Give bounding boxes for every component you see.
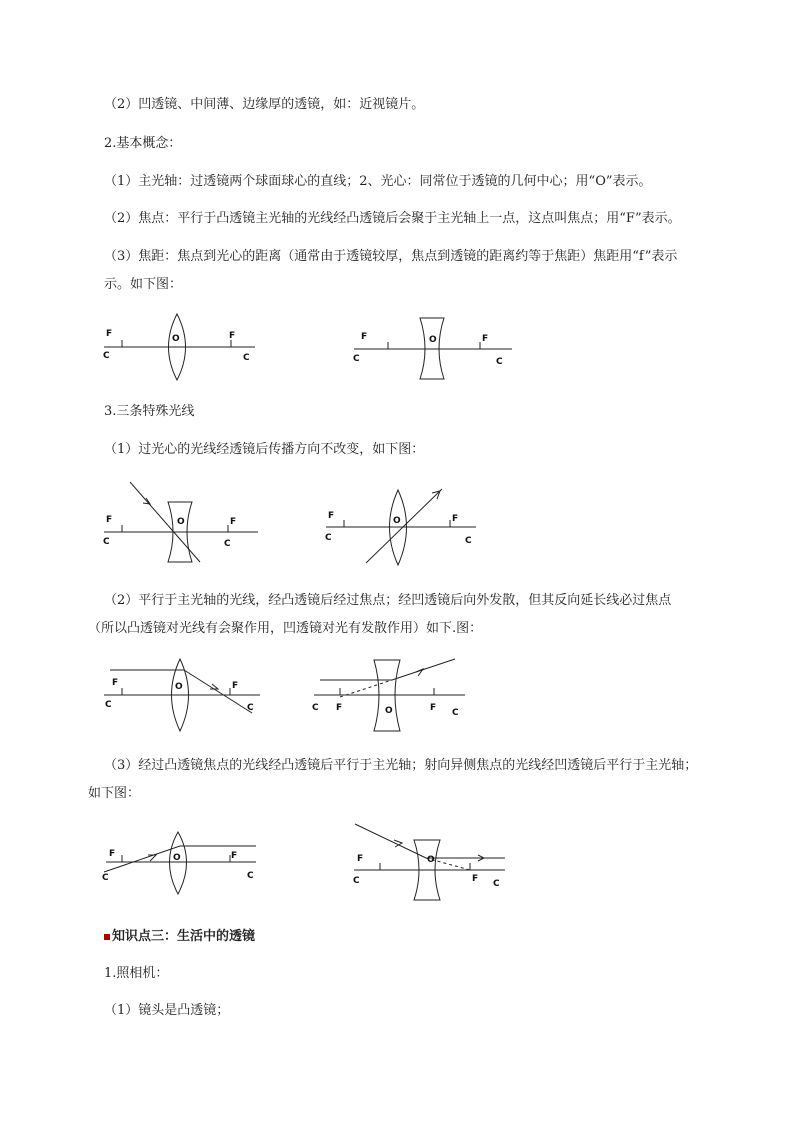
- ray3-text-1: （3）经过凸透镜焦点的光线经凸透镜后平行于主光轴；射向异侧焦点的光线经凹透镜后平行于主光轴；: [104, 758, 698, 773]
- label-c: C: [493, 879, 500, 889]
- focus-text: （2）焦点：平行于凸透镜主光轴的光线经凸透镜后会聚于主光轴上一点，这点叫焦点；用“F”表示。: [104, 211, 681, 226]
- label-o: O: [177, 517, 185, 527]
- ray3-text-2: 如下图：: [88, 786, 141, 801]
- label-o: O: [172, 334, 180, 344]
- parallel-ray-concave: [310, 655, 480, 735]
- concave-lens-focal-diagram: [350, 315, 530, 385]
- knowledge-point-3-heading: 知识点三：生活中的透镜: [104, 929, 255, 945]
- label-o: O: [173, 853, 181, 863]
- camera-lens-text: （1）镜头是凸透镜；: [104, 1003, 230, 1018]
- label-f: F: [109, 849, 116, 859]
- convex-lens-focal-diagram: [100, 310, 280, 385]
- label-c: C: [102, 873, 109, 883]
- ray2-text-1: （2）平行于主光轴的光线，经凸透镜后经过焦点；经凹透镜后向外发散，但其反向延长线必过焦点: [104, 593, 672, 608]
- label-f: F: [229, 331, 236, 341]
- ray-through-center-concave: [100, 482, 270, 572]
- label-f: F: [231, 851, 238, 861]
- label-f: F: [112, 678, 119, 688]
- label-c: C: [247, 703, 254, 713]
- label-f: F: [357, 854, 364, 864]
- label-c: C: [247, 871, 254, 881]
- label-f: F: [106, 329, 113, 339]
- label-f: F: [361, 332, 368, 342]
- camera-heading: 1.照相机：: [104, 966, 169, 981]
- label-c: C: [353, 354, 360, 364]
- label-f: F: [472, 874, 479, 884]
- parallel-ray-convex: [100, 655, 270, 735]
- ray-through-center-convex: [322, 485, 492, 570]
- main-axis-text: （1）主光轴：过透镜两个球面球心的直线；2、光心：同常位于透镜的几何中心；用“O”表示。: [104, 174, 652, 189]
- label-c: C: [325, 533, 332, 543]
- focal-length-text-1: （3）焦距：焦点到光心的距离（通常由于透镜较厚，焦点到透镜的距离约等于焦距）焦距用“f”表示: [104, 249, 678, 264]
- label-o: O: [393, 516, 401, 526]
- label-c: C: [243, 353, 250, 363]
- label-f: F: [452, 514, 459, 524]
- label-f: F: [336, 703, 343, 713]
- label-o: O: [175, 682, 183, 692]
- label-f: F: [230, 517, 237, 527]
- label-o: O: [429, 335, 437, 345]
- label-c: C: [103, 537, 110, 547]
- focus-ray-concave: [350, 820, 520, 905]
- focal-length-text-2: 示。如下图：: [104, 277, 183, 292]
- label-c: C: [312, 703, 319, 713]
- concave-lens-definition: （2）凹透镜、中间薄、边缘厚的透镜，如：近视镜片。: [104, 97, 425, 112]
- three-rays-heading: 3.三条特殊光线: [104, 404, 195, 419]
- label-c: C: [353, 876, 360, 886]
- label-f: F: [482, 334, 489, 344]
- label-o: O: [427, 855, 435, 865]
- label-f: F: [328, 511, 335, 521]
- label-f: F: [106, 515, 113, 525]
- label-c: C: [224, 539, 231, 549]
- basic-concepts-heading: 2.基本概念：: [104, 136, 182, 151]
- label-o: O: [385, 706, 393, 716]
- label-c: C: [452, 708, 459, 718]
- label-f: F: [430, 703, 437, 713]
- bullet-icon: [104, 934, 110, 940]
- ray1-text: （1）过光心的光线经透镜后传播方向不改变，如下图：: [104, 442, 425, 457]
- label-c: C: [105, 700, 112, 710]
- label-c: C: [465, 536, 472, 546]
- focus-ray-convex: [100, 828, 270, 898]
- label-c: C: [496, 357, 503, 367]
- ray2-text-2: （所以凸透镜对光线有会聚作用，凹透镜对光有发散作用）如下.图：: [88, 621, 483, 636]
- label-f: F: [232, 681, 239, 691]
- label-c: C: [103, 351, 110, 361]
